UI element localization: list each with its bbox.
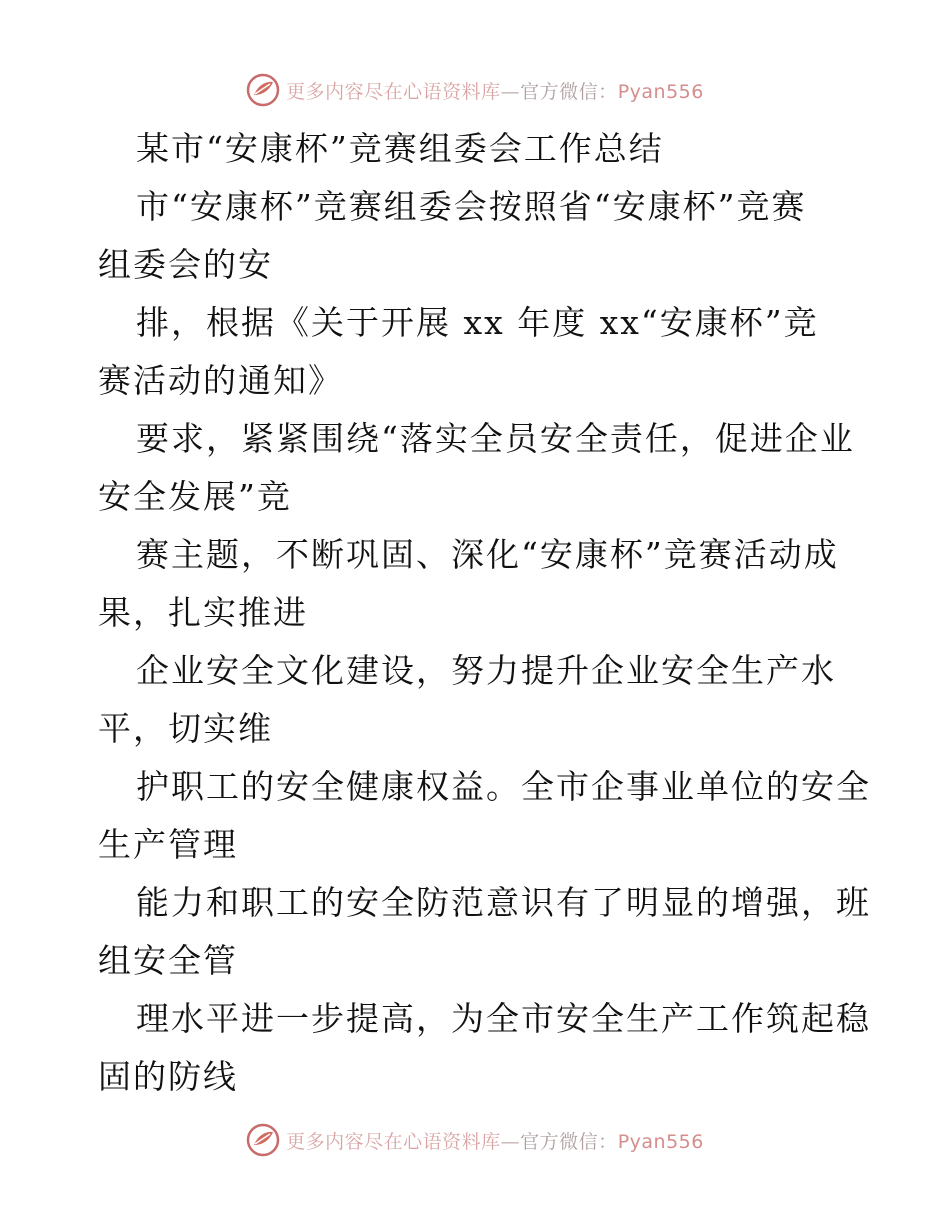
text-line: 企业安全文化建设，努力提升企业安全生产水 <box>136 651 836 690</box>
text-line: 平，切实维 <box>98 709 273 748</box>
watermark-text: 更多内容尽在心语资料库—官方微信：Pyan556 <box>286 80 704 103</box>
document-body <box>98 120 871 1106</box>
text-line: 能力和职工的安全防范意识有了明显的增强，班 <box>136 883 871 922</box>
text-line: 果，扎实推进 <box>98 593 308 632</box>
text-line: 某市“安康杯”竞赛组委会工作总结 <box>136 129 664 168</box>
header-watermark <box>0 70 950 110</box>
text-line: 组安全管 <box>98 941 238 980</box>
text-line: 要求，紧紧围绕“落实全员安全责任，促进企业 <box>136 419 855 458</box>
text-line: 护职工的安全健康权益。全市企事业单位的安全 <box>136 767 871 806</box>
text-line: 生产管理 <box>98 825 238 864</box>
text-line: 赛主题，不断巩固、深化“安康杯”竞赛活动成 <box>136 535 839 574</box>
text-line: 排，根据《关于开展 xx 年度 xx“安康杯”竞 <box>136 303 819 342</box>
watermark-text: 更多内容尽在心语资料库—官方微信：Pyan556 <box>286 1130 704 1153</box>
leaf-book-logo-icon <box>246 73 280 107</box>
text-line: 赛活动的通知》 <box>98 361 343 400</box>
footer-watermark <box>0 1120 950 1160</box>
text-line: 组委会的安 <box>98 245 273 284</box>
text-line: 安全发展”竞 <box>98 477 292 516</box>
text-line: 市“安康杯”竞赛组委会按照省“安康杯”竞赛 <box>136 187 807 226</box>
text-line: 理水平进一步提高，为全市安全生产工作筑起稳 <box>136 999 871 1038</box>
leaf-book-logo-icon <box>246 1123 280 1157</box>
text-line: 固的防线 <box>98 1057 238 1096</box>
